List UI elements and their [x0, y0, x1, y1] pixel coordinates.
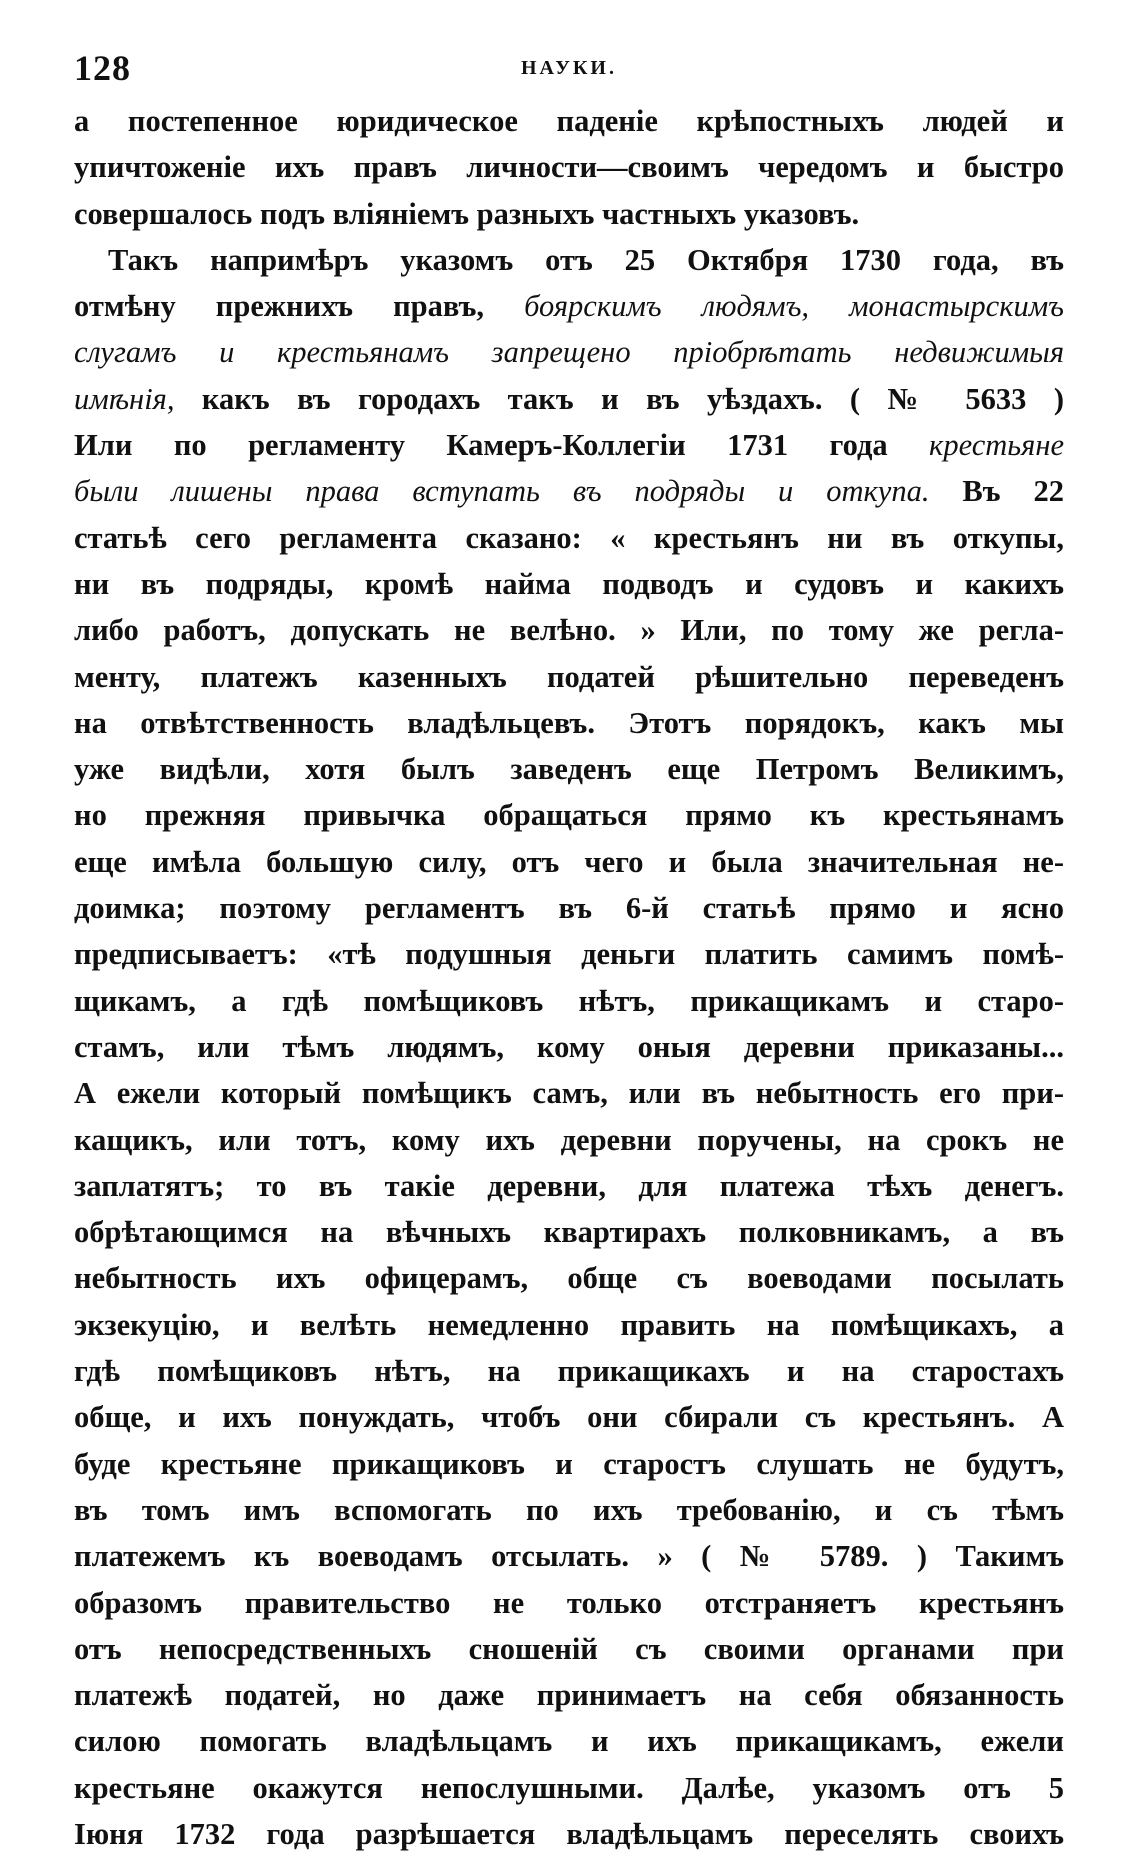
text-segment: либо работъ, допускать не велѣно. » Или, по тому же регла- [74, 613, 1064, 648]
text-line [74, 978, 1064, 1024]
text-line [74, 422, 1064, 468]
text-segment: образомъ правительство не только отстраняетъ крестьянъ [74, 1585, 1064, 1620]
text-line [74, 1487, 1064, 1533]
italic-text-segment: имѣнія, [74, 381, 175, 416]
text-segment: буде крестьяне прикащиковъ и старостъ слушать не будутъ, [74, 1446, 1064, 1481]
text-segment: обще, и ихъ понуждать, чтобъ они сбирали съ крестьянъ. А [74, 1400, 1064, 1435]
text-segment: небытность ихъ офицерамъ, обще съ воеводами посылать [74, 1261, 1064, 1296]
text-segment: щикамъ, а гдѣ помѣщиковъ нѣтъ, прикащикамъ и старо- [74, 983, 1064, 1018]
text-line [74, 1348, 1064, 1394]
text-line [74, 792, 1064, 838]
text-segment: но прежняя привычка обращаться прямо къ крестьянамъ [74, 798, 1064, 833]
text-line [74, 746, 1064, 792]
text-segment: гдѣ помѣщиковъ нѣтъ, на прикащикахъ и на старостахъ [74, 1354, 1064, 1389]
text-segment: упичтоженіе ихъ правъ личности—своимъ чередомъ и быстро [74, 150, 1064, 185]
text-segment: Или по регламенту Камеръ-Коллегіи 1731 года [74, 428, 930, 463]
text-line [74, 1255, 1064, 1301]
text-segment: отмѣну прежнихъ правъ, [74, 289, 525, 324]
text-line [74, 1163, 1064, 1209]
text-line [74, 931, 1064, 977]
text-line [74, 283, 1064, 329]
text-segment: заплатятъ; то въ такіе деревни, для платежа тѣхъ денегъ. [74, 1168, 1064, 1203]
text-segment: кащикъ, или тотъ, кому ихъ деревни поручены, на срокъ не [74, 1122, 1064, 1157]
text-line [74, 1626, 1064, 1672]
text-segment: въ томъ имъ вспомогать по ихъ требованію, и съ тѣмъ [74, 1492, 1064, 1527]
italic-text-segment: крестьяне [929, 428, 1064, 463]
text-segment: отъ непосредственныхъ сношеній съ своими органами при [74, 1631, 1064, 1666]
text-line [74, 1117, 1064, 1163]
text-segment: совершалось подъ вліяніемъ разныхъ частныхъ указовъ. [74, 196, 860, 231]
text-line [74, 700, 1064, 746]
text-segment: а постепенное юридическое паденіе крѣпостныхъ людей и [74, 104, 1064, 138]
text-line [74, 144, 1064, 190]
text-segment: обрѣтающимся на вѣчныхъ квартирахъ полковникамъ, а въ [74, 1215, 1064, 1250]
text-line [74, 607, 1064, 653]
text-segment: ни въ подряды, кромѣ найма подводъ и судовъ и какихъ [74, 566, 1064, 601]
italic-text-segment: были лишены права вступать въ подряды и откупа. [74, 474, 930, 509]
text-segment: уже видѣли, хотя былъ заведенъ еще Петромъ Великимъ, [74, 752, 1064, 787]
text-segment: платежемъ къ воеводамъ отсылать. » ( № 5789. ) Такимъ [74, 1539, 1064, 1574]
text-line [74, 237, 1064, 283]
text-line [74, 515, 1064, 561]
page-number: 128 [74, 48, 131, 88]
running-head: НАУКИ. [521, 57, 617, 79]
text-segment: Іюня 1732 года разрѣшается владѣльцамъ переселять своихъ [74, 1816, 1064, 1851]
text-line [74, 1302, 1064, 1348]
text-segment: Такъ напримѣръ указомъ отъ 25 Октября 1730 года, въ [108, 242, 1064, 277]
text-line [74, 1765, 1064, 1811]
text-segment: стамъ, или тѣмъ людямъ, кому оныя деревни приказаны... [74, 1029, 1064, 1064]
text-line [74, 1024, 1064, 1070]
text-line [74, 1394, 1064, 1440]
text-line [74, 1811, 1064, 1857]
text-line [74, 839, 1064, 885]
text-segment: еще имѣла большую силу, отъ чего и была значительная не- [74, 844, 1064, 879]
text-line [74, 1441, 1064, 1487]
text-line [74, 376, 1064, 422]
text-segment: предписываетъ: «тѣ подушныя деньги платить самимъ помѣ- [74, 937, 1064, 972]
text-segment: крестьяне окажутся непослушными. Далѣе, указомъ отъ 5 [74, 1770, 1064, 1805]
body-text [74, 98, 1064, 1857]
text-line [74, 1718, 1064, 1764]
text-segment: какъ въ городахъ такъ и въ уѣздахъ. ( № 5633 ) [174, 381, 1064, 416]
text-segment: А ежели который помѣщикъ самъ, или въ небытность его при- [74, 1076, 1064, 1111]
text-line [74, 1533, 1064, 1579]
text-segment: экзекуцію, и велѣть немедленно править на помѣщикахъ, а [74, 1307, 1064, 1342]
text-line [74, 1672, 1064, 1718]
text-line [74, 468, 1064, 514]
text-line [74, 1580, 1064, 1626]
text-segment: менту, платежъ казенныхъ податей рѣшительно переведенъ [74, 659, 1064, 694]
text-line [74, 98, 1064, 144]
text-segment: доимка; поэтому регламентъ въ 6-й статьѣ прямо и ясно [74, 891, 1064, 926]
italic-text-segment: слугамъ и крестьянамъ запрещено пріобрѣтать недвижимыя [74, 335, 1064, 370]
page-header [74, 38, 1064, 98]
text-line [74, 654, 1064, 700]
text-line [74, 1209, 1064, 1255]
text-segment: Въ 22 [929, 474, 1064, 509]
text-line [74, 885, 1064, 931]
text-segment: статьѣ сего регламента сказано: « крестьянъ ни въ откупы, [74, 520, 1064, 555]
italic-text-segment: боярскимъ людямъ, монастырскимъ [524, 289, 1064, 324]
text-segment: платежѣ податей, но даже принимаетъ на себя обязанность [74, 1678, 1064, 1713]
text-segment: на отвѣтственность владѣльцевъ. Этотъ порядокъ, какъ мы [74, 705, 1064, 740]
text-line [74, 561, 1064, 607]
text-segment: силою помогать владѣльцамъ и ихъ прикащикамъ, ежели [74, 1724, 1064, 1759]
text-line [74, 329, 1064, 375]
text-line [74, 1070, 1064, 1116]
text-line [74, 191, 1064, 237]
